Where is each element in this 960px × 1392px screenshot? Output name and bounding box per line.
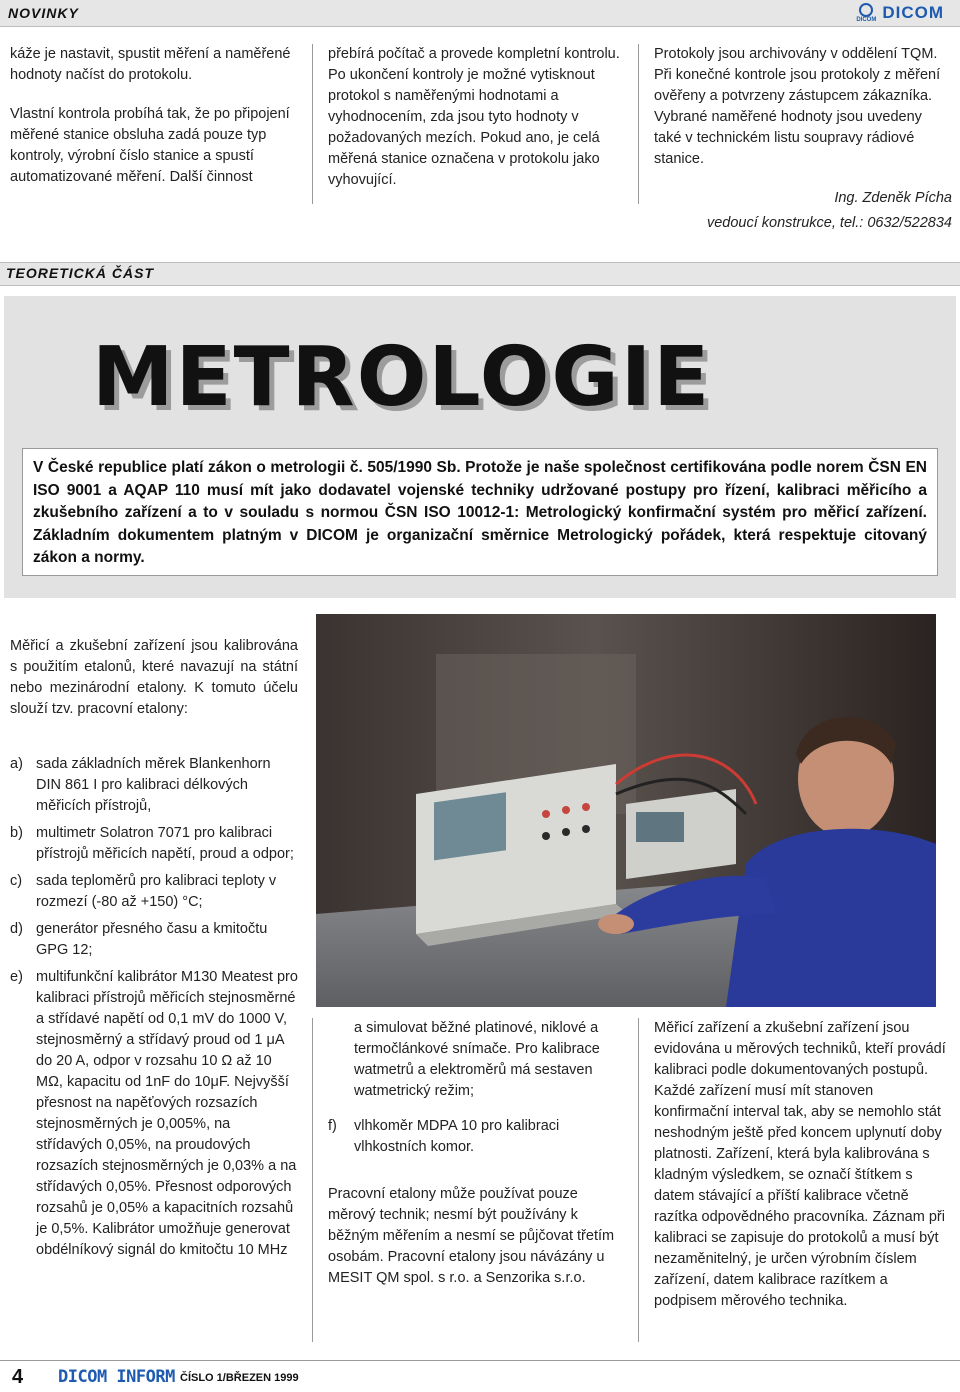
logo-text: DICOM (882, 3, 944, 22)
left-intro-paragraph: Měřicí a zkušební zařízení jsou kalibrována s použitím etalonů, které navazují na státní nebo mezinárodní etalony. K tomuto účelu slouží tzv. pracovní etalony: (10, 638, 298, 717)
etalon-list-cont (328, 1116, 628, 1158)
dicom-logo (856, 3, 944, 23)
column-divider (638, 1018, 639, 1342)
page-number: 4 (12, 1366, 24, 1388)
right-paragraph: Měřicí zařízení a zkušební zařízení jsou evidována u měrových techniků, kteří provádí kalibraci podle dokumentovaných postupů. Každé zařízení musí mít stanoven konfirmační interval tak, aby se nemohlo stát neshodným ještě před koncem uplynutí doby platnosti. Zařízení, která byla kalibrována s kladným výsledkem, se označí štítkem s datem stávající a příští kalibrace včetně razítka odpovědného pracovníka. Záznam při kalibraci se zapisuje do protokolů a musí být nezaměnitelný, je určen výrobním číslem zařízení, datem kalibrace razítkem a podpisem měrového technika. (654, 1020, 946, 1309)
mid-continuation: a simulovat běžné platinové, niklové a termočlánkové snímače. Pro kalibrace watmetrů a elektroměrů má sestaven watmetrický režim; (354, 1020, 600, 1099)
lower-column-3 (654, 1018, 952, 1326)
lower-column-2 (328, 1018, 628, 1303)
column-divider (312, 1018, 313, 1342)
signature-role: vedoucí konstrukce, tel.: 0632/522834 (706, 215, 952, 231)
logo-small-text: DICOM (856, 17, 877, 23)
list-item (10, 919, 298, 961)
section-label-novinky: NOVINKY (8, 5, 79, 21)
signature-name: Ing. Zdeněk Pícha (834, 190, 952, 206)
list-item (10, 823, 298, 865)
list-item (328, 1116, 628, 1158)
column-divider (312, 44, 313, 204)
list-item-text: sada teploměrů pro kalibraci teploty v rozmezí (-80 až +150) °C; (36, 873, 277, 910)
photo-illustration (316, 614, 936, 1007)
article-title: METROLOGIE (92, 330, 712, 425)
logo-icon (859, 3, 873, 17)
list-marker: a) (10, 756, 23, 772)
intro-box: V České republice platí zákon o metrologii č. 505/1990 Sb. Protože je naše společnost certifikována podle norem ČSN EN ISO 9001 a AQAP 110 musí mít jako dodavatel vojenské techniky udržované postupy pro řízení, kalibraci měřicího a zkušebního zařízení a to v souladu s normou ČSN ISO 10012-1: Metrologický konfirmační systém pro měřicí zařízení. Základním dokumentem platným v DICOM je organizační směrnice Metrologický pořádek, která respektuje citovaný zákon a normy. (22, 448, 938, 576)
top-col1-paragraph-1: káže je nastavit, spustit měření a naměřené hodnoty načíst do protokolu. (10, 46, 291, 83)
top-column-3 (654, 44, 952, 234)
footer-brand: DICOM INFORM (58, 1367, 175, 1387)
list-marker: b) (10, 825, 23, 841)
list-marker: e) (10, 969, 23, 985)
column-divider (638, 44, 639, 204)
photo-technician-calibration (316, 614, 936, 1007)
list-item (10, 754, 298, 817)
top-column-1 (10, 44, 302, 202)
top-col2-paragraph-1: přebírá počítač a provede kompletní kontrolu. Po ukončení kontroly je možné vytisknout protokol s naměřenými hodnotami a vyhodnocením, zda jsou tyto hodnoty v požadovaných mezích. Pokud ano, je celá měřená stanice označena v protokolu jako vyhovující. (328, 46, 620, 188)
list-item-text: multifunkční kalibrátor M130 Meatest pro kalibraci přístrojů měřicích stejnosměrné a střídavé napětí od 0,1 mV do 1000 V, stejnosměrný a střídavý proud od 1 μA do 20 A, odpor v rozsahu 10 Ω až 10 MΩ, kapacitu od 1nF do 10μF. Nejvyšší přesnost na napěťových rozsazích stejnosměrných je 0,005%, na střídavých 0,05%, na proudových rozsazích stejnosměrných je 0,03% a na střídavých 0,05%. Přesnost odporových rozsahů je 0,05% a kapacitních rozsahů je 0,5%. Kalibrátor umožňuje generovat obdélníkový signál do kmitočtu 10 MHz (36, 969, 298, 1258)
list-item-text: vlhkoměr MDPA 10 pro kalibraci vlhkostních komor. (354, 1118, 560, 1155)
top-col3-paragraph-1: Protokoly jsou archivovány v oddělení TQM. Při konečné kontrole jsou protokoly z měření ověřeny a potvrzeny zástupcem zákazníka. Vybrané naměřené hodnoty jsou uvedeny také v technickém listu soupravy rádiové stanice. (654, 46, 941, 167)
list-marker: d) (10, 921, 23, 937)
top-col1-paragraph-2: Vlastní kontrola probíhá tak, že po připojení měřené stanice obsluha zadá pouze typ kontroly, výrobní číslo stanice a spustí automatizované měření. Další činnost (10, 106, 290, 185)
mid-paragraph-2: Pracovní etalony může používat pouze měrový technik; nesmí být používány k běžným měřením a nesmí se půjčovat třetím osobám. Pracovní etalony jsou návázány u MESIT QM spol. s r.o. a Senzorika s.r.o. (328, 1186, 615, 1286)
list-item-text: multimetr Solatron 7071 pro kalibraci přístrojů měřicích napětí, proud a odpor; (36, 825, 294, 862)
footer-issue: ČÍSLO 1/BŘEZEN 1999 (180, 1372, 299, 1384)
etalon-list (10, 754, 298, 1261)
list-item-text: sada základních měrek Blankenhorn DIN 861 I pro kalibraci délkových měřicích přístrojů, (36, 756, 271, 814)
list-marker: f) (328, 1118, 337, 1134)
list-item (10, 967, 298, 1261)
top-column-2 (328, 44, 628, 205)
header-bar (0, 0, 960, 27)
list-item (10, 871, 298, 913)
list-marker: c) (10, 873, 23, 889)
list-item-text: generátor přesného času a kmitočtu GPG 12; (36, 921, 268, 958)
footer-rule (0, 1360, 960, 1361)
lower-column-1 (10, 636, 298, 1267)
section-label-teoreticka: TEORETICKÁ ČÁST (6, 265, 154, 281)
